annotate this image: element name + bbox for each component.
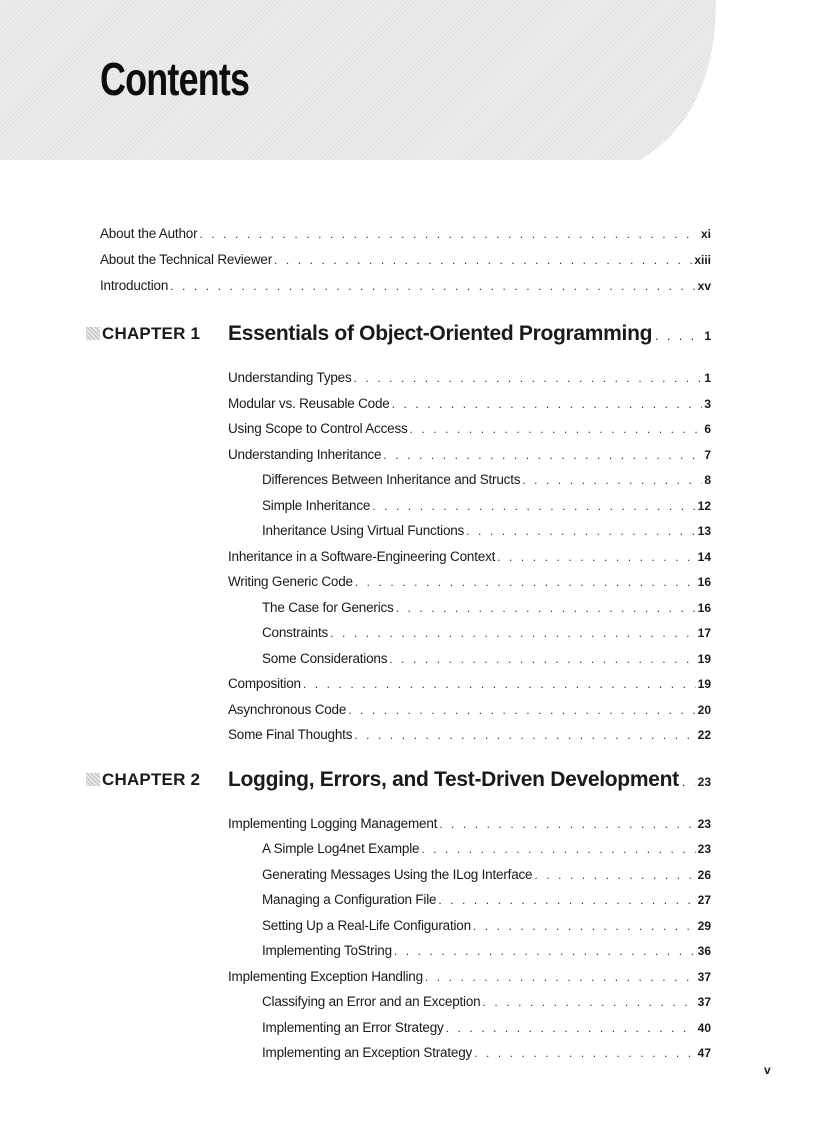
toc-section-page: 19 [697, 677, 711, 691]
toc-subsection-page: 12 [697, 499, 711, 513]
dot-leader [303, 674, 696, 694]
dot-leader [482, 992, 695, 1012]
toc-subsection-label: Simple Inheritance [262, 498, 371, 513]
toc-entry[interactable] [100, 276, 711, 296]
toc-section[interactable] [228, 725, 711, 745]
toc-subsection-label: Generating Messages Using the ILog Interface [262, 867, 533, 882]
toc-subsection-label: Differences Between Inheritance and Structs [262, 472, 521, 487]
dot-leader [473, 916, 696, 936]
toc-section[interactable] [228, 547, 711, 567]
toc-section-label: Some Final Thoughts [228, 727, 353, 742]
toc-subsection-label: Classifying an Error and an Exception [262, 994, 481, 1009]
toc-section-page: 16 [697, 575, 711, 589]
toc-subsection-label: Implementing ToString [262, 943, 392, 958]
toc-subsection[interactable] [262, 916, 711, 936]
toc-section-label: Understanding Types [228, 370, 352, 385]
toc-subsection[interactable] [262, 1043, 711, 1063]
toc-subsection[interactable] [262, 1018, 711, 1038]
toc-subsection[interactable] [262, 598, 711, 618]
dot-leader [497, 547, 695, 567]
toc-subsection-page: 8 [704, 473, 711, 487]
toc-subsection-label: Managing a Configuration File [262, 892, 437, 907]
dot-leader [466, 521, 696, 541]
chapter-number: CHAPTER 1 [102, 323, 201, 343]
toc-subsection-label: The Case for Generics [262, 600, 394, 615]
toc-subsection[interactable] [262, 941, 711, 961]
toc-section-page: 22 [697, 728, 711, 742]
toc-section-label: Understanding Inheritance [228, 447, 382, 462]
dot-leader [354, 368, 703, 388]
toc-entry[interactable] [100, 250, 711, 270]
toc-subsection-label: Implementing an Exception Strategy [262, 1045, 473, 1060]
toc-section-page: 3 [704, 397, 711, 411]
toc-subsection-page: 17 [697, 626, 711, 640]
toc-subsection-label: A Simple Log4net Example [262, 841, 420, 856]
toc-entry-label: About the Author [100, 226, 198, 241]
toc-subsection[interactable] [262, 839, 711, 859]
dot-leader [446, 1018, 696, 1038]
toc-section-page: 20 [697, 703, 711, 717]
toc-subsection[interactable] [262, 496, 711, 516]
toc-subsection[interactable] [262, 865, 711, 885]
dot-leader [682, 775, 695, 789]
chapter-number: CHAPTER 2 [102, 769, 201, 789]
toc-subsection[interactable] [262, 992, 711, 1012]
toc-section-label: Asynchronous Code [228, 702, 347, 717]
toc-section[interactable] [228, 572, 711, 592]
dot-leader [392, 394, 703, 414]
toc-subsection-page: 37 [697, 995, 711, 1009]
dot-leader [355, 572, 696, 592]
chapter-label [86, 324, 228, 344]
page-title: Contents [100, 53, 250, 105]
chapter-marker-icon [86, 773, 100, 786]
toc-subsection[interactable] [262, 521, 711, 541]
page-number: v [764, 1063, 771, 1077]
dot-leader [522, 470, 702, 490]
toc-section[interactable] [228, 394, 711, 414]
toc-subsection-page: 29 [697, 919, 711, 933]
dot-leader [396, 598, 696, 618]
toc-subsection-page: 16 [697, 601, 711, 615]
dot-leader [372, 496, 695, 516]
toc-subsection[interactable] [262, 623, 711, 643]
toc-section-label: Inheritance in a Software-Engineering Context [228, 549, 496, 564]
toc-section[interactable] [228, 445, 711, 465]
toc-section-page: 1 [704, 371, 711, 385]
toc-section-page: 37 [697, 970, 711, 984]
toc-subsection[interactable] [262, 649, 711, 669]
dot-leader [389, 649, 695, 669]
toc-entry[interactable] [100, 224, 711, 244]
toc-subsection-label: Setting Up a Real-Life Configuration [262, 918, 471, 933]
dot-leader [655, 329, 701, 343]
toc-subsection-page: 19 [697, 652, 711, 666]
toc-section-label: Composition [228, 676, 301, 691]
toc-section-page: 14 [697, 550, 711, 564]
toc-subsection[interactable] [262, 470, 711, 490]
toc-section[interactable] [228, 674, 711, 694]
toc-section[interactable] [228, 967, 711, 987]
dot-leader [348, 700, 695, 720]
toc-section[interactable] [228, 419, 711, 439]
toc-entry-page: xiii [694, 253, 711, 267]
dot-leader [474, 1043, 696, 1063]
chapter-label [86, 770, 228, 790]
toc-subsection-page: 40 [697, 1021, 711, 1035]
toc-subsection-label: Inheritance Using Virtual Functions [262, 523, 465, 538]
toc-subsection-label: Implementing an Error Strategy [262, 1020, 444, 1035]
toc-subsection-page: 23 [697, 842, 711, 856]
toc-section-page: 23 [697, 817, 711, 831]
toc-subsection-label: Some Considerations [262, 651, 388, 666]
chapter-title: Logging, Errors, and Test-Driven Development [228, 768, 679, 791]
dot-leader [383, 445, 702, 465]
toc-section-label: Implementing Exception Handling [228, 969, 423, 984]
toc-section-page: 7 [704, 448, 711, 462]
dot-leader [199, 224, 699, 244]
dot-leader [330, 623, 696, 643]
toc-entry-page: xi [700, 227, 711, 241]
toc-entry-label: Introduction [100, 278, 169, 293]
toc-section-label: Writing Generic Code [228, 574, 353, 589]
toc-subsection-label: Constraints [262, 625, 329, 640]
dot-leader [410, 419, 703, 439]
dot-leader [274, 250, 692, 270]
toc-entry-label: About the Technical Reviewer [100, 252, 273, 267]
chapter-marker-icon [86, 327, 100, 340]
dot-leader [425, 967, 696, 987]
dot-leader [421, 839, 695, 859]
dot-leader [534, 865, 695, 885]
toc-subsection-page: 26 [697, 868, 711, 882]
toc-section-label: Implementing Logging Management [228, 816, 438, 831]
dot-leader [439, 814, 695, 834]
dot-leader [394, 941, 696, 961]
toc-section-label: Modular vs. Reusable Code [228, 396, 390, 411]
toc-section-label: Using Scope to Control Access [228, 421, 408, 436]
toc-subsection-page: 13 [697, 524, 711, 538]
toc-subsection-page: 27 [697, 893, 711, 907]
chapter-page: 1 [704, 329, 711, 343]
dot-leader [170, 276, 695, 296]
toc-section-page: 6 [704, 422, 711, 436]
chapter-title: Essentials of Object-Oriented Programming [228, 322, 653, 345]
toc-subsection-page: 47 [697, 1046, 711, 1060]
toc-section[interactable] [228, 368, 711, 388]
chapter-page: 23 [697, 775, 711, 789]
toc-subsection-page: 36 [697, 944, 711, 958]
dot-leader [354, 725, 695, 745]
chapter-heading[interactable] [86, 322, 711, 352]
toc-subsection[interactable] [262, 890, 711, 910]
toc-entry-page: xv [697, 279, 711, 293]
chapter-heading[interactable] [86, 768, 711, 798]
dot-leader [438, 890, 695, 910]
toc-section[interactable] [228, 700, 711, 720]
toc-section[interactable] [228, 814, 711, 834]
